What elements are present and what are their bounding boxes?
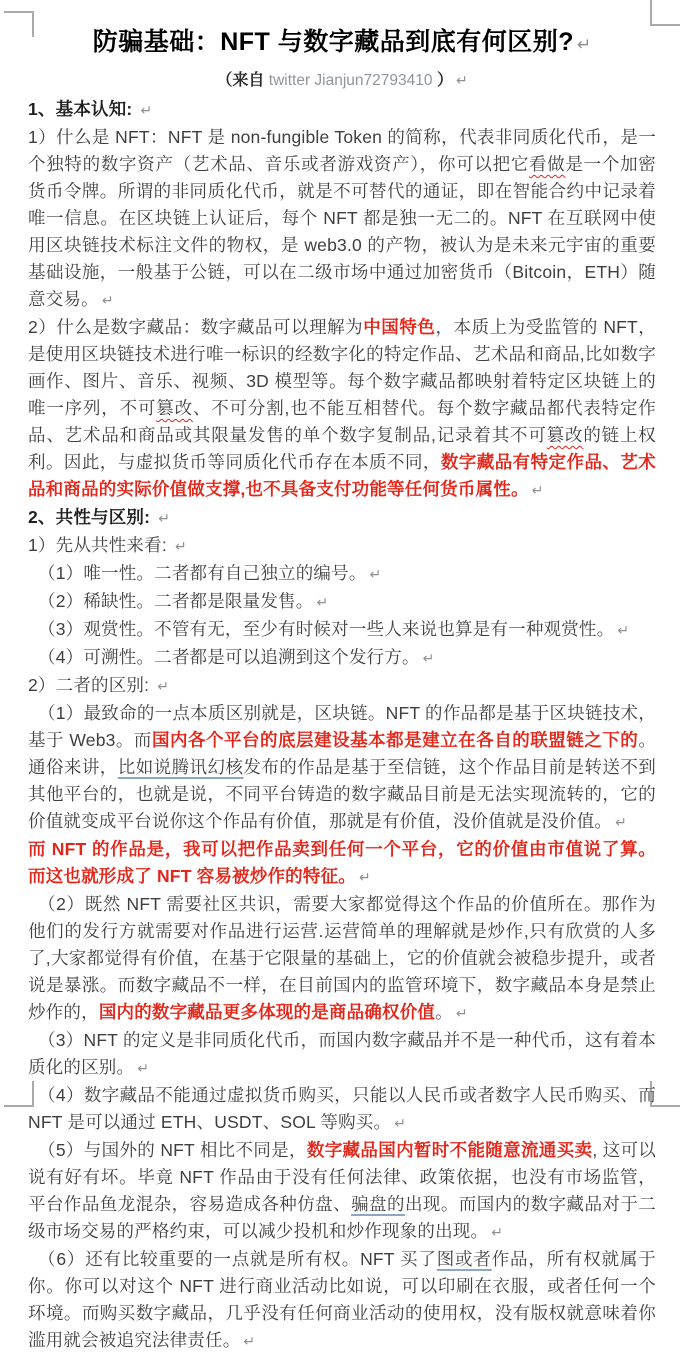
red-emphasis-text-run: 中国特色 bbox=[363, 317, 436, 337]
text-run: （1）唯一性。二者都有自己独立的编号。 bbox=[38, 563, 367, 583]
text-run: （5）与国外的 NFT 相比不同是， bbox=[38, 1140, 307, 1160]
paragraph bbox=[28, 644, 656, 672]
text-run: 是一个加密货币令牌。所谓的非同质化代币，就是不可替代的通证，即在智能合约中记录着唯一信息。在区块链上认证后，每个 NFT 都是独一无二的。NFT 在互联网中使用区块链技术标注文件的物权，是 web3.0 的产物，被认为是未来元宇宙的重要基础设施，一般基于公链，可以在二级市场中通过加密货币（Bitcoin，ETH）随意交易。 bbox=[28, 154, 656, 309]
paragraph-return-mark: ↵ bbox=[615, 814, 627, 830]
red-emphasis-text-run: 数字藏品有特定作品、艺术品和商品的实际价值做支撑,也不具备支付功能等任何货币属性。 bbox=[28, 452, 656, 499]
document-body bbox=[28, 96, 656, 1355]
text-run: （2）稀缺性。二者都是限量发售。 bbox=[38, 591, 314, 611]
text-run: （2）既然 NFT 需要社区共识，需要大家都觉得这个作品的价值所在。那作为他们的发行方就需要对作品进行运营.运营简单的理解就是炒作,只有欣赏的人多了,大家都觉得有价值，在基于它限量的基础上，它的价值就会被稳步提升，或者说是暴涨。而数字藏品不一样，在目前国内的监管环境下，数字藏品本身是禁止炒作的， bbox=[28, 894, 656, 1022]
bold-text-run: 2、共性与区别: bbox=[28, 507, 156, 527]
text-run: （3）NFT 的定义是非同质化代币，而国内数字藏品并不是一种代币，这有着本质化的区别。 bbox=[28, 1030, 656, 1077]
paragraph-return-mark: ↵ bbox=[577, 35, 592, 54]
paragraph-return-mark: ↵ bbox=[101, 292, 114, 308]
text-run: 的链上权利。因此，与虚拟货币等同质化代币存在本质不同， bbox=[28, 425, 656, 472]
text-run: 2）什么是数字藏品：数字藏品可以理解为 bbox=[28, 317, 364, 337]
paragraph bbox=[28, 1027, 656, 1082]
text-run: 1）先从共性来看: bbox=[28, 535, 172, 555]
paragraph bbox=[28, 96, 656, 124]
text-run: （4）数字藏品不能通过虚拟货币购买，只能以人民币或者数字人民币购买、而 NFT 是可以通过 ETH、USDT、SOL 等购买。 bbox=[28, 1085, 656, 1132]
paragraph-return-mark: ↵ bbox=[455, 1005, 468, 1021]
paragraph bbox=[28, 124, 656, 314]
text-run: ，本质上为受监管的 NFT，是使用区块链技术进行唯一标识的经数字化的特定作品、艺术品和商品,比如数字画作、图片、音乐、视频、3D 模型等。每个数字藏品都映射着特定区块链上的唯一序列，不可 bbox=[28, 317, 657, 418]
paragraph-return-mark: ↵ bbox=[316, 594, 329, 610]
paragraph bbox=[28, 616, 656, 644]
paragraph bbox=[28, 836, 656, 891]
text-run: 发布的作品是基于至信链，这个作品目前是转送不到其他平台的，也就是说，不同平台铸造的数字藏品目前是无法实现流转的，它的价值就变成平台说你这个作品有价值，那就是有价值，没价值就是没价值。 bbox=[28, 757, 656, 831]
document-title bbox=[28, 22, 656, 65]
paragraph-return-mark: ↵ bbox=[422, 650, 435, 666]
paragraph bbox=[28, 314, 656, 504]
twitter-handle: twitter Jianjun72793410 bbox=[268, 72, 433, 89]
paragraph-return-mark: ↵ bbox=[531, 482, 544, 498]
bold-text-run: 1、基本认知: bbox=[28, 99, 138, 119]
red-emphasis-text-run: 国内各个平台的底层建设基本都是建立在各自的联盟链之下的 bbox=[151, 730, 639, 750]
subtitle-prefix: （来自 bbox=[216, 72, 269, 89]
grammar-flagged-text: 比如说腾讯幻核 bbox=[117, 757, 244, 777]
paragraph-return-mark: ↵ bbox=[369, 566, 382, 582]
paragraph-return-mark: ↵ bbox=[491, 1224, 503, 1240]
paragraph-return-mark: ↵ bbox=[358, 869, 371, 885]
text-run: （6）还有比较重要的一点就是所有权。NFT 买了 bbox=[38, 1249, 437, 1269]
subtitle-suffix: ） bbox=[432, 72, 453, 89]
paragraph bbox=[28, 1246, 656, 1355]
paragraph-return-mark: ↵ bbox=[140, 102, 153, 118]
grammar-flagged-text: 图或者 bbox=[436, 1249, 492, 1269]
text-run: , 这可以说有好有坏。毕竟 NFT 作品由于没有任何法律、政策依据，也没有市场监管，平台作品鱼龙混杂，容易造成各种仿盘、 bbox=[28, 1140, 656, 1214]
text-run: 1）什么是 NFT：NFT 是 non-fungible Token 的简称，代表非同质化代币，是一个独特的数字资产（艺术品、音乐或者游戏资产），你可以把它 bbox=[28, 127, 656, 174]
text-run: （1）最致命的一点本质区别就是，区块链。NFT 的作品都是基于区块链技术，基于 Web3。而 bbox=[28, 703, 656, 750]
paragraph bbox=[28, 891, 656, 1027]
spellcheck-flagged-text: 篡改 bbox=[156, 398, 193, 418]
paragraph-return-mark: ↵ bbox=[394, 1115, 406, 1131]
paragraph bbox=[28, 700, 656, 836]
text-run: 。 bbox=[435, 1002, 453, 1022]
red-emphasis-text-run: 国内的数字藏品更多体现的是商品确权价值 bbox=[98, 1002, 436, 1022]
text-run: 。通俗来讲， bbox=[28, 730, 657, 777]
text-run: 作品，所有权就属于你。你可以对这个 NFT 进行商业活动比如说，可以印刷在衣服，或者任何一个环境。而购买数字藏品，几乎没有任何商业活动的使用权，没有版权就意味着你滥用就会被追究法律责任。 bbox=[28, 1249, 656, 1350]
text-run: 、不可分割,也不能互相替代。每个数字藏品都代表特定作品、艺术品和商品或其限量发售的单个数字复制品,记录着其不可 bbox=[28, 398, 656, 445]
spellcheck-flagged-text: 看做 bbox=[529, 154, 566, 174]
paragraph-return-mark: ↵ bbox=[243, 1333, 256, 1349]
text-run: 2）二者的区别: bbox=[28, 675, 155, 695]
text-run: （4）可溯性。二者都是可以追溯到这个发行方。 bbox=[38, 647, 420, 667]
grammar-flagged-text: 骗盘的 bbox=[351, 1194, 405, 1214]
paragraph bbox=[28, 560, 656, 588]
paragraph bbox=[28, 504, 656, 532]
red-emphasis-text-run: 而 NFT 的作品是，我可以把作品卖到任何一个平台，它的价值由市值说了算。而这也就形成了 NFT 容易被炒作的特征。 bbox=[28, 839, 656, 886]
document-text-area[interactable] bbox=[28, 22, 656, 1355]
paragraph-return-mark: ↵ bbox=[617, 622, 630, 638]
paragraph bbox=[28, 588, 656, 616]
paragraph-return-mark: ↵ bbox=[137, 1060, 149, 1076]
spellcheck-flagged-text: 篡改 bbox=[546, 425, 584, 445]
text-run: （3）观赏性。不管有无，至少有时候对一些人来说也算是有一种观赏性。 bbox=[38, 619, 615, 639]
paragraph bbox=[28, 532, 656, 560]
document-title-text: 防骗基础：NFT 与数字藏品到底有何区别? bbox=[92, 28, 575, 56]
paragraph-return-mark: ↵ bbox=[158, 510, 170, 526]
paragraph bbox=[28, 672, 656, 700]
paragraph-return-mark: ↵ bbox=[157, 678, 169, 694]
red-emphasis-text-run: 数字藏品国内暂时不能随意流通买卖 bbox=[306, 1140, 593, 1160]
paragraph-return-mark: ↵ bbox=[174, 538, 187, 554]
paragraph bbox=[28, 1137, 656, 1246]
text-run: 出现。而国内的数字藏品对于二级市场交易的严格约束，可以减少投机和炒作现象的出现。 bbox=[28, 1194, 656, 1241]
document-subtitle bbox=[28, 65, 656, 96]
paragraph bbox=[28, 1082, 656, 1137]
paragraph-return-mark: ↵ bbox=[455, 72, 468, 88]
